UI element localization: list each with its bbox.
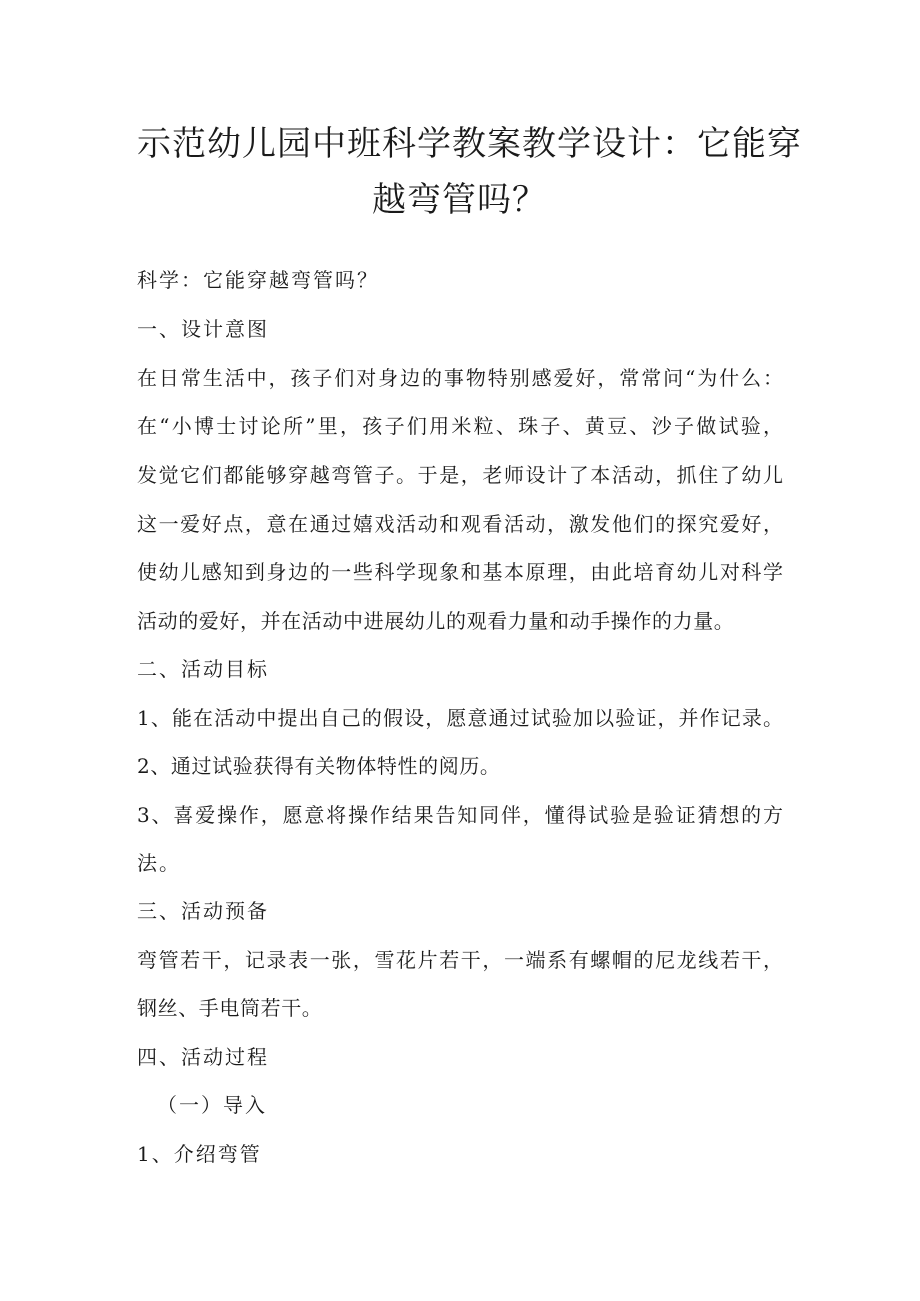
sub-heading-intro: （一）导入 (157, 1093, 267, 1117)
subtitle: 科学：它能穿越弯管吗？ (137, 268, 379, 292)
goal-item: 2、通过试验获得有关物体特性的阅历。 (137, 754, 501, 778)
paragraph-line: 在“小博士讨论所”里，孩子们用米粒、珠子、黄豆、沙子做试验， (137, 414, 783, 438)
section-heading-process: 四、活动过程 (137, 1045, 269, 1069)
title-line-1: 示范幼儿园中班科学教案教学设计：它能穿 (137, 124, 802, 164)
paragraph-line: 这一爱好点，意在通过嬉戏活动和观看活动，激发他们的探究爱好， (137, 512, 783, 536)
title-line-2: 越弯管吗？ (372, 180, 547, 220)
paragraph-line: 活动的爱好，并在活动中进展幼儿的观看力量和动手操作的力量。 (137, 609, 735, 633)
section-heading-goals: 二、活动目标 (137, 657, 269, 681)
section-heading-design-intent: 一、设计意图 (137, 317, 269, 341)
paragraph-line: 发觉它们都能够穿越弯管子。于是，老师设计了本活动，抓住了幼儿 (137, 463, 783, 487)
section-heading-preparation: 三、活动预备 (137, 899, 269, 923)
goal-item: 3、喜爱操作，愿意将操作结果告知同伴，懂得试验是验证猜想的方 (137, 803, 783, 827)
step-item: 1、介绍弯管 (137, 1142, 262, 1166)
goal-item: 1、能在活动中提出自己的假设，愿意通过试验加以验证，并作记录。 (137, 706, 783, 730)
prep-line: 弯管若干，记录表一张，雪花片若干，一端系有螺帽的尼龙线若干， (137, 948, 783, 972)
prep-line: 钢丝、手电筒若干。 (137, 996, 323, 1020)
goal-item-continuation: 法。 (137, 851, 181, 875)
paragraph-line: 使幼儿感知到身边的一些科学现象和基本原理，由此培育幼儿对科学 (137, 560, 783, 584)
paragraph-line: 在日常生活中，孩子们对身边的事物特别感爱好，常常问“为什么： (137, 366, 783, 390)
